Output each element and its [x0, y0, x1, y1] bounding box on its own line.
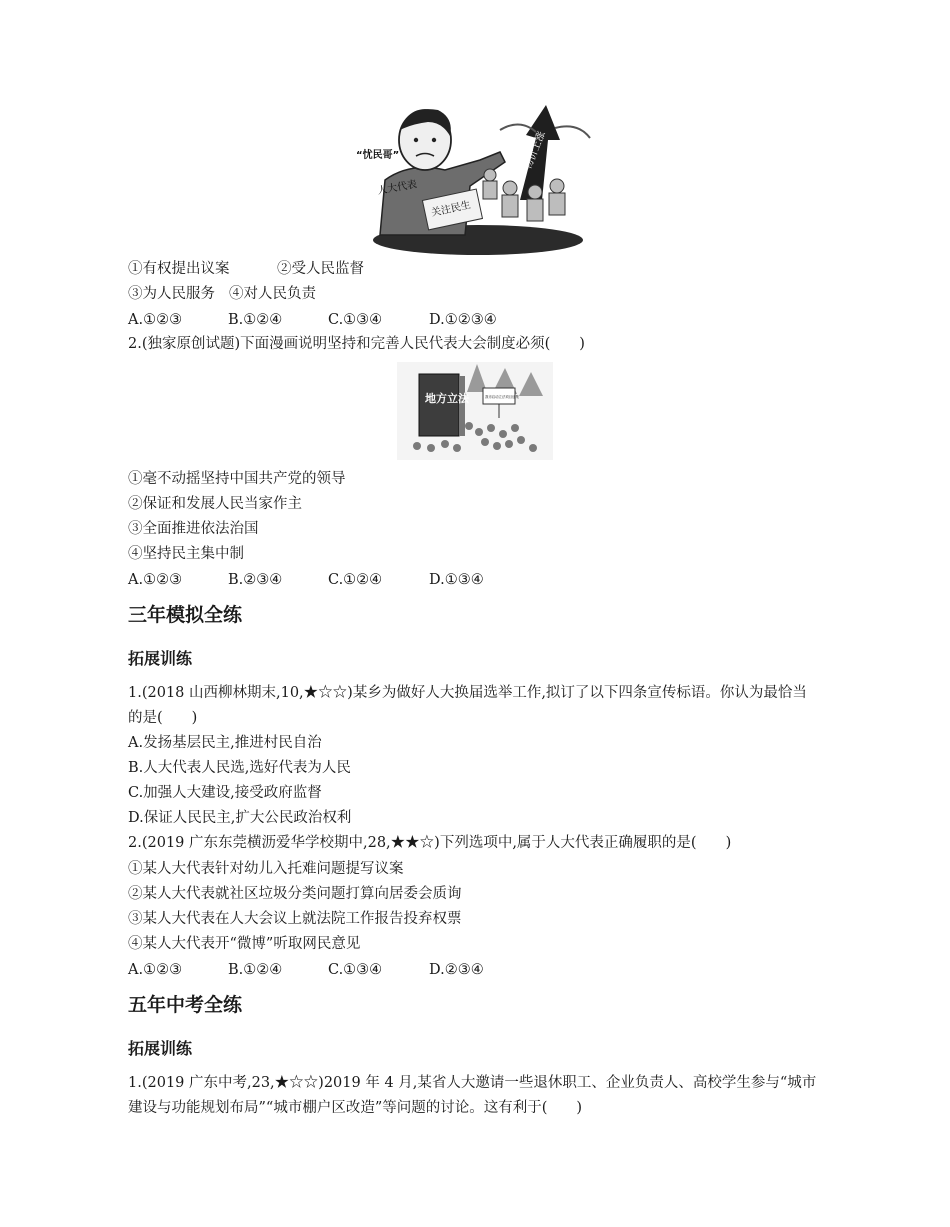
q2-option-b[interactable]: B.②③④	[228, 572, 283, 588]
q1-item-1: ①有权提出议案	[128, 261, 230, 277]
section-subtitle-extension-2: 拓展训练	[128, 1039, 193, 1058]
sign-label: 我市启动立法项目征集	[485, 395, 519, 399]
section-subtitle-extension-1: 拓展训练	[128, 649, 193, 668]
cartoon-representative-illustration	[350, 100, 600, 256]
cartoon-paper-label: 关注民生	[430, 199, 472, 219]
q2-stem: 2.(独家原创试题)下面漫画说明坚持和完善人民代表大会制度必须( )	[128, 336, 585, 352]
q2-item-1: ①毫不动摇坚持中国共产党的领导	[128, 471, 346, 487]
q2-option-a[interactable]: A.①②③	[128, 572, 183, 588]
cartoon-badge-label: 人大代表	[376, 179, 418, 197]
s1-q2-option-c[interactable]: C.①③④	[328, 962, 383, 978]
s1-q1-option-b[interactable]: B.人大代表人民选,选好代表为人民	[128, 760, 351, 776]
q1-item-3: ③为人民服务	[128, 286, 215, 302]
cartoon-arrow-label: 物价上涨	[522, 129, 548, 172]
q2-option-c[interactable]: C.①②④	[328, 572, 383, 588]
s1-q2-option-d[interactable]: D.②③④	[429, 962, 484, 978]
q1-option-d[interactable]: D.①②③④	[429, 312, 497, 328]
s1-q1-option-c[interactable]: C.加强人大建设,接受政府监督	[128, 785, 322, 801]
section-title-three-year: 三年模拟全练	[128, 604, 243, 626]
s1-q2-stem: 2.(2019 广东东莞横沥爱华学校期中,28,★★☆)下列选项中,属于人大代表正确履职的是( )	[128, 835, 732, 851]
s2-q1-stem-line1: 1.(2019 广东中考,23,★☆☆)2019 年 4 月,某省人大邀请一些退休职工、企业负责人、高校学生参与“城市	[128, 1075, 817, 1091]
s1-q1-option-d[interactable]: D.保证人民民主,扩大公民政治权利	[128, 810, 352, 826]
q1-option-a[interactable]: A.①②③	[128, 312, 183, 328]
s1-q1-option-a[interactable]: A.发扬基层民主,推进村民自治	[128, 735, 322, 751]
q2-item-2: ②保证和发展人民当家作主	[128, 496, 302, 512]
cartoon-local-legislation-illustration	[397, 362, 553, 460]
s1-q2-item-2: ②某人大代表就社区垃圾分类问题打算向居委会质询	[128, 886, 462, 902]
q2-item-3: ③全面推进依法治国	[128, 521, 259, 537]
s1-q1-stem-line1: 1.(2018 山西柳林期末,10,★☆☆)某乡为做好人大换届选举工作,拟订了以下四条宣传标语。你认为最恰当	[128, 685, 807, 701]
section-title-five-year: 五年中考全练	[128, 994, 243, 1016]
s2-q1-stem-line2: 建设与功能规划布局”“城市棚户区改造”等问题的讨论。这有利于( )	[128, 1100, 583, 1116]
s1-q2-item-4: ④某人大代表开“微博”听取网民意见	[128, 936, 361, 952]
s1-q2-option-a[interactable]: A.①②③	[128, 962, 183, 978]
s1-q1-stem-line2: 的是( )	[128, 710, 198, 726]
s1-q2-option-b[interactable]: B.①②④	[228, 962, 283, 978]
q1-item-4: ④对人民负责	[229, 286, 316, 302]
s1-q2-item-1: ①某人大代表针对幼儿入托难问题提写议案	[128, 861, 404, 877]
q1-option-b[interactable]: B.①②④	[228, 312, 283, 328]
q1-option-c[interactable]: C.①③④	[328, 312, 383, 328]
q1-item-2: ②受人民监督	[277, 261, 364, 277]
book-label: 地方立法	[425, 392, 469, 405]
q2-item-4: ④坚持民主集中制	[128, 546, 244, 562]
q2-option-d[interactable]: D.①③④	[429, 572, 484, 588]
s1-q2-item-3: ③某人大代表在人大会议上就法院工作报告投弃权票	[128, 911, 462, 927]
cartoon-caption-man: “忧民哥”	[356, 150, 400, 161]
